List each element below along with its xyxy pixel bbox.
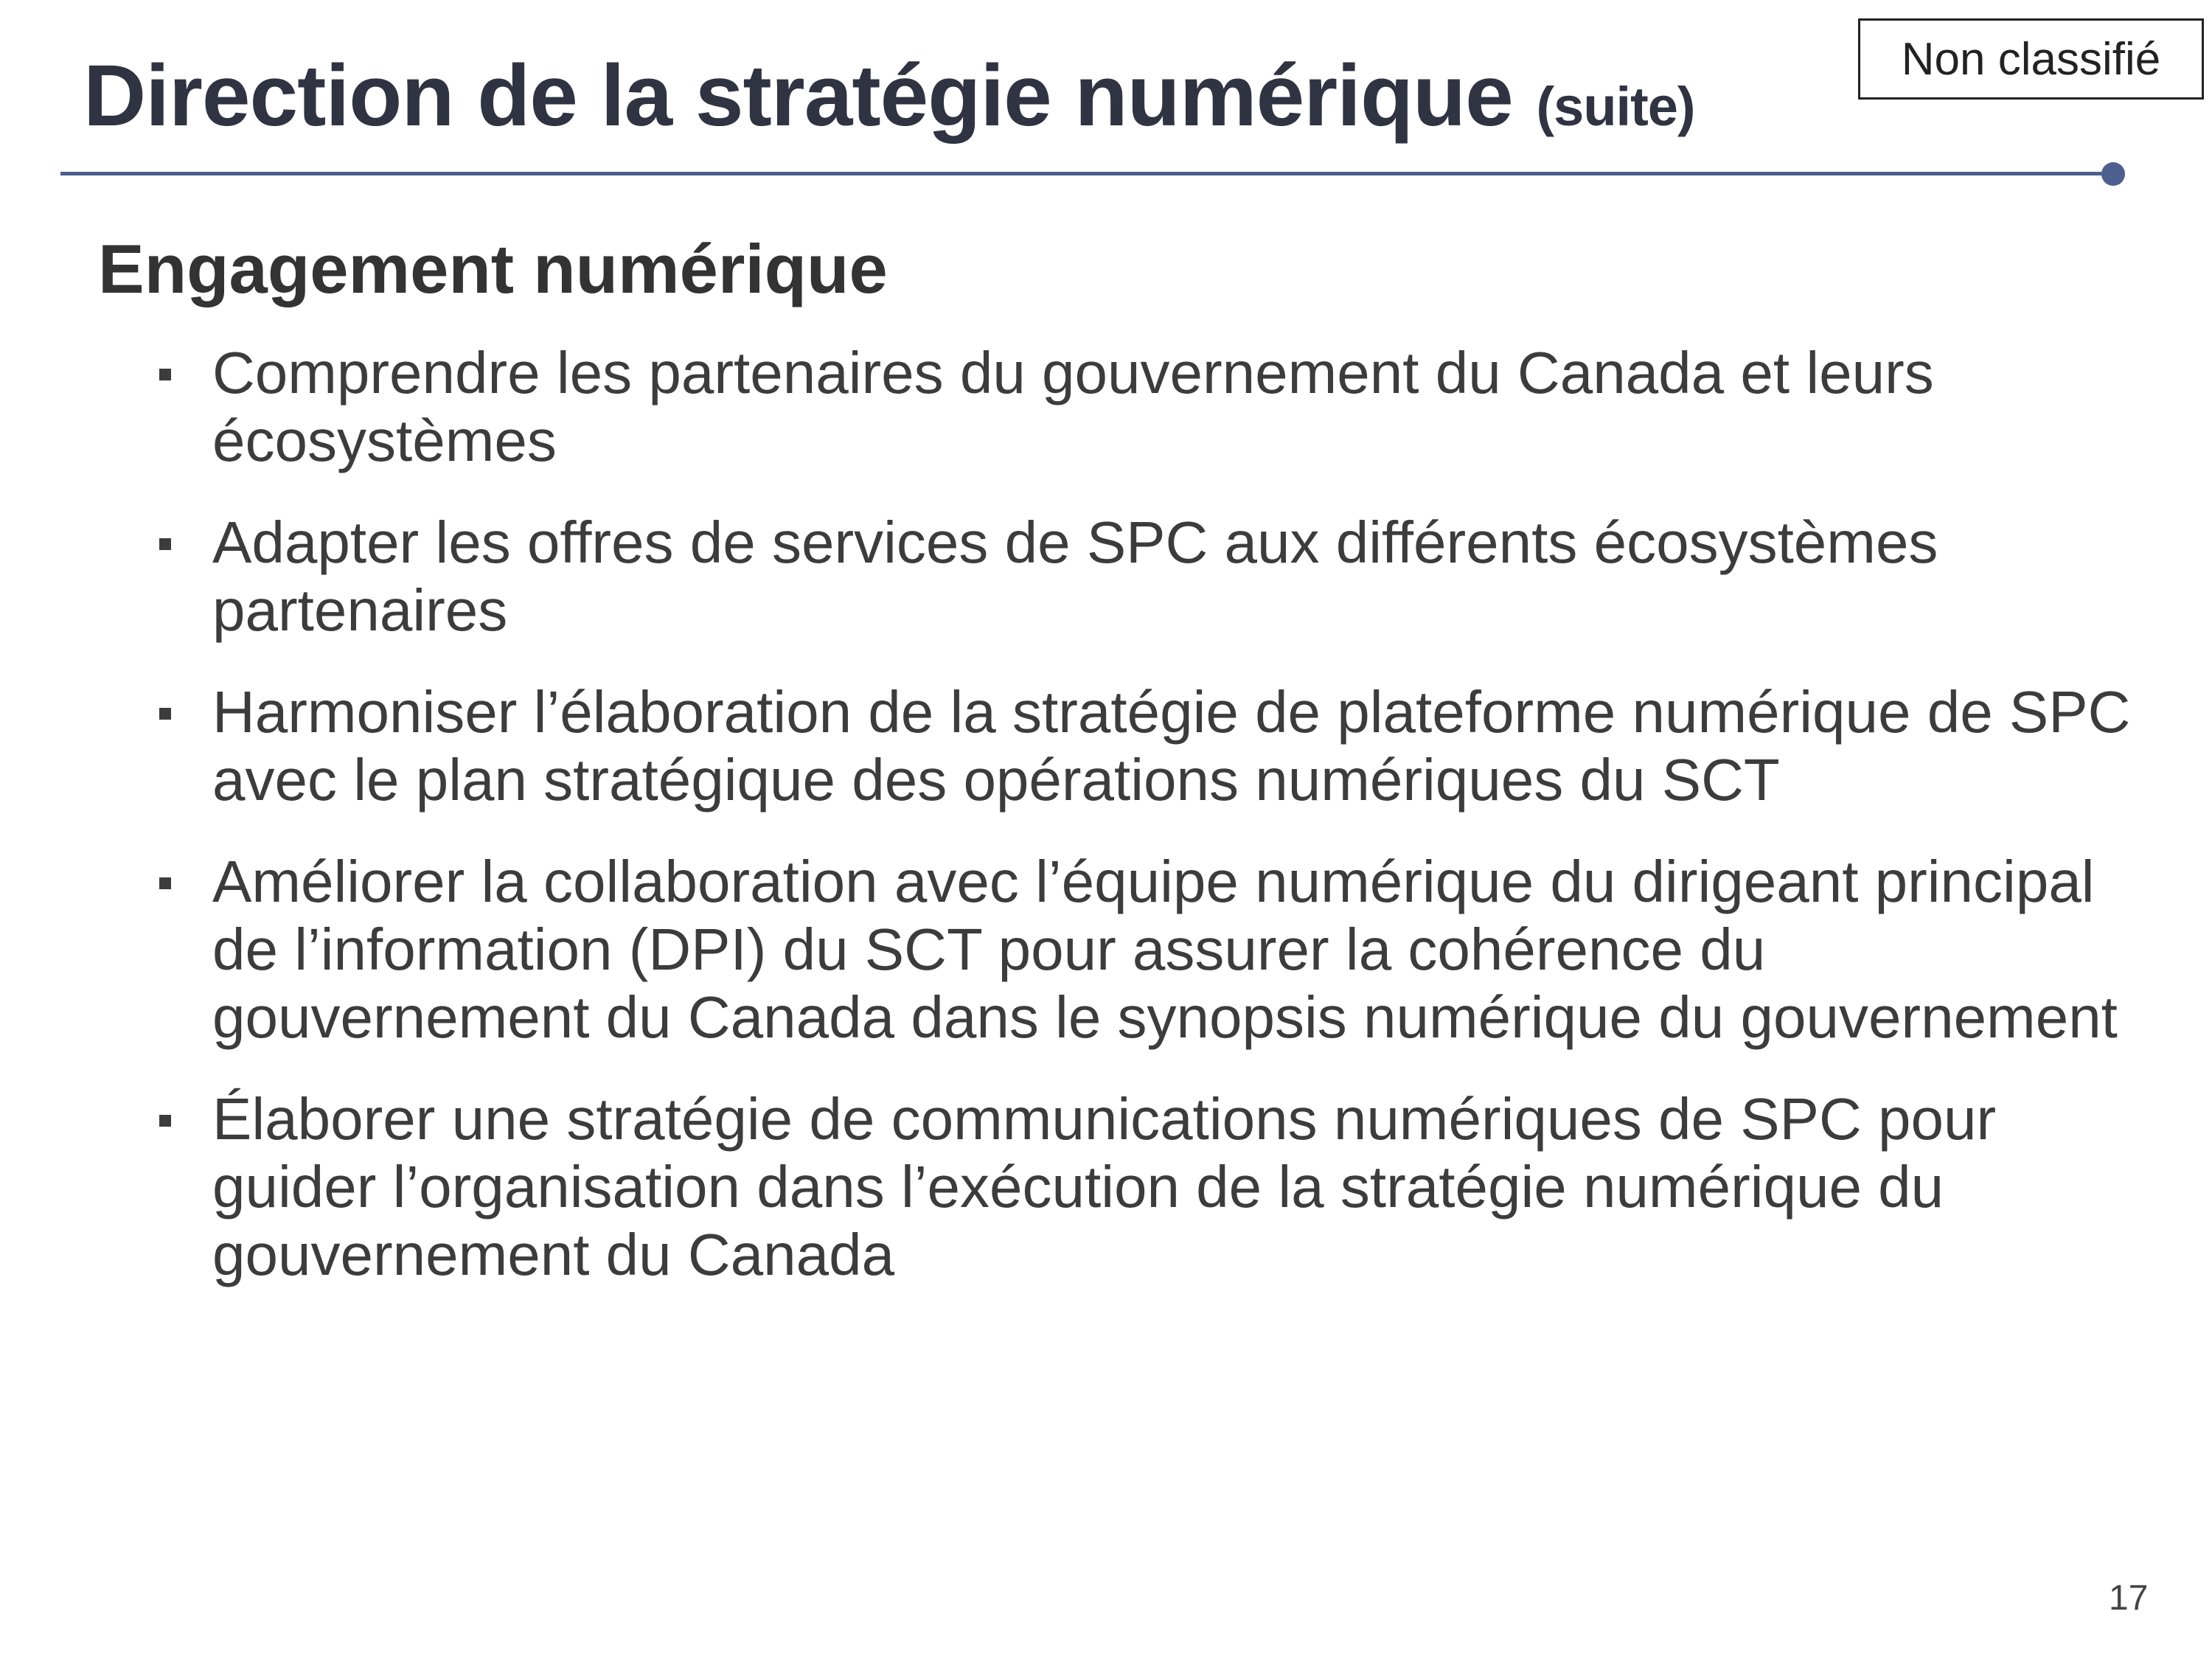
title-divider	[60, 172, 2110, 175]
square-bullet-icon	[159, 877, 171, 889]
bullet-text: Adapter les offres de services de SPC aux différents écosystèmes partenaires	[212, 509, 1938, 643]
page-title	[83, 37, 1695, 166]
square-bullet-icon	[159, 538, 171, 550]
bullet-text: Élaborer une stratégie de communications numériques de SPC pour guider l’organisation dans l’exécution de la stratégie numérique du gouvernement du Canada	[212, 1086, 1997, 1287]
title-suffix: (suite)	[1536, 76, 1695, 137]
square-bullet-icon	[159, 708, 171, 720]
bullet-list	[147, 339, 2153, 1323]
bullet-text: Améliorer la collaboration avec l’équipe numérique du dirigeant principal de l’information (DPI) du SCT pour assurer la cohérence du gouvernement du Canada dans le synopsis numérique du gouvernement	[212, 849, 2118, 1050]
page-number: 17	[2109, 1579, 2149, 1618]
bullet-text: Comprendre les partenaires du gouvernement du Canada et leurs écosystèmes	[212, 340, 1934, 473]
section-heading: Engagement numérique	[98, 230, 888, 307]
square-bullet-icon	[159, 1115, 171, 1127]
bullet-item	[147, 339, 2153, 475]
square-bullet-icon	[159, 369, 171, 380]
title-main: Direction de la stratégie numérique	[83, 47, 1513, 145]
bullet-item	[147, 678, 2153, 814]
bullet-item	[147, 509, 2153, 644]
divider-end-dot	[2101, 162, 2125, 186]
bullet-item	[147, 848, 2153, 1051]
bullet-text: Harmoniser l’élaboration de la stratégie de plateforme numérique de SPC avec le plan stratégique des opérations numériques du SCT	[212, 679, 2131, 813]
classification-label: Non classifié	[1858, 18, 2204, 100]
bullet-item	[147, 1085, 2153, 1289]
